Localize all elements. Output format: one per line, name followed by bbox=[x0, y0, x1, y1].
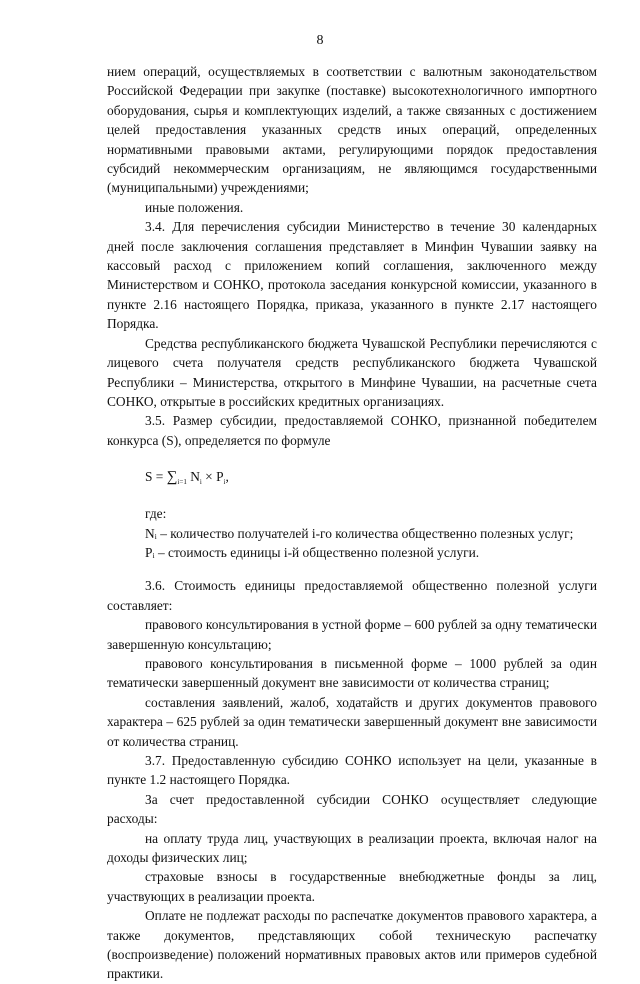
paragraph-3-4: 3.4. Для перечисления субсидии Министерство в течение 30 календарных дней после заключения соглашения представляет в Минфин Чувашии заявку на кассовый расход с приложением копий соглашения, заключенного между Министерством и СОНКО, протокола заседания конкурсной комиссии, указанного в пункте 2.16 настоящего Порядка, приказа, указанного в пункте 2.17 настоящего Порядка. bbox=[107, 219, 597, 332]
formula-sum-symbol: ∑ bbox=[166, 469, 178, 486]
where-label: где: bbox=[145, 506, 167, 522]
formula-lhs: S = bbox=[145, 469, 164, 485]
paragraph-other-provisions: иные положения. bbox=[145, 199, 244, 215]
formula-n: N bbox=[190, 469, 200, 485]
paragraph-insurance: страховые взносы в государственные внебюджетные фонды за лиц, участвующих в реализации проекта. bbox=[107, 869, 597, 904]
formula-sum-index: i=1 bbox=[177, 478, 187, 487]
formula-times: × bbox=[205, 469, 213, 485]
subsidy-formula bbox=[107, 460, 597, 494]
paragraph-labor-costs: на оплату труда лиц, участвующих в реализации проекта, включая налог на доходы физических лиц; bbox=[107, 830, 597, 866]
paragraph-excluded-costs: Оплате не подлежат расходы по распечатке документов правового характера, а также документов, представляющих собой техническую распечатку (воспроизведение) положений нормативных правовых актов или примеров судебной практики. bbox=[107, 908, 597, 982]
paragraph-3-7: 3.7. Предоставленную субсидию СОНКО использует на цели, указанные в пункте 1.2 настоящего Порядка. bbox=[107, 753, 597, 788]
formula-p-index: i bbox=[223, 478, 226, 487]
definition-p: Pᵢ – стоимость единицы i-й общественно полезной услуги. bbox=[145, 544, 480, 560]
definition-n: Nᵢ – количество получателей i-го количества общественно полезных услуг; bbox=[145, 525, 574, 541]
paragraph-document-drafting: составления заявлений, жалоб, ходатайств и других документов правового характера – 625 рублей за один тематически завершенный документ вне зависимости от количества страниц. bbox=[107, 694, 597, 749]
formula-tail: , bbox=[225, 469, 229, 485]
paragraph-3-6: 3.6. Стоимость единицы предоставляемой общественно полезной услуги составляет: bbox=[107, 578, 597, 613]
formula-p: P bbox=[216, 469, 224, 485]
paragraph-3-5: 3.5. Размер субсидии, предоставляемой СОНКО, признанной победителем конкурса (S), определяется по формуле bbox=[107, 413, 597, 448]
paragraph-written-consulting: правового консультирования в письменной форме – 1000 рублей за один тематически завершенный документ вне зависимости от количества страниц; bbox=[107, 655, 597, 691]
paragraph-budget-transfer: Средства республиканского бюджета Чувашской Республики перечисляются с лицевого счета получателя средств республиканского бюджета Чувашской Республики – Министерства, открытого в Минфине Чувашии, на расчетные счета СОНКО, открытые в российских кредитных организациях. bbox=[107, 335, 597, 409]
paragraph-continuation: нием операций, осуществляемых в соответствии с валютным законодательством Российской Федерации при закупке (поставке) высокотехнологичного импортного оборудования, сырья и комплектующих изделий, а также связанных с достижением целей предоставления указанных средств иных операций, определенных нормативными правовыми актами, регулирующими порядок предоставления субсидий некоммерческим организациям, не являющимся государственными (муниципальными) учреждениями; bbox=[107, 64, 597, 196]
paragraph-oral-consulting: правового консультирования в устной форме – 600 рублей за одну тематически завершенную консультацию; bbox=[107, 617, 597, 652]
page-number: 8 bbox=[316, 33, 324, 48]
paragraph-expenses-intro: За счет предоставленной субсидии СОНКО осуществляет следующие расходы: bbox=[107, 791, 597, 827]
document-body bbox=[107, 62, 597, 984]
formula-n-index: i bbox=[199, 478, 202, 487]
